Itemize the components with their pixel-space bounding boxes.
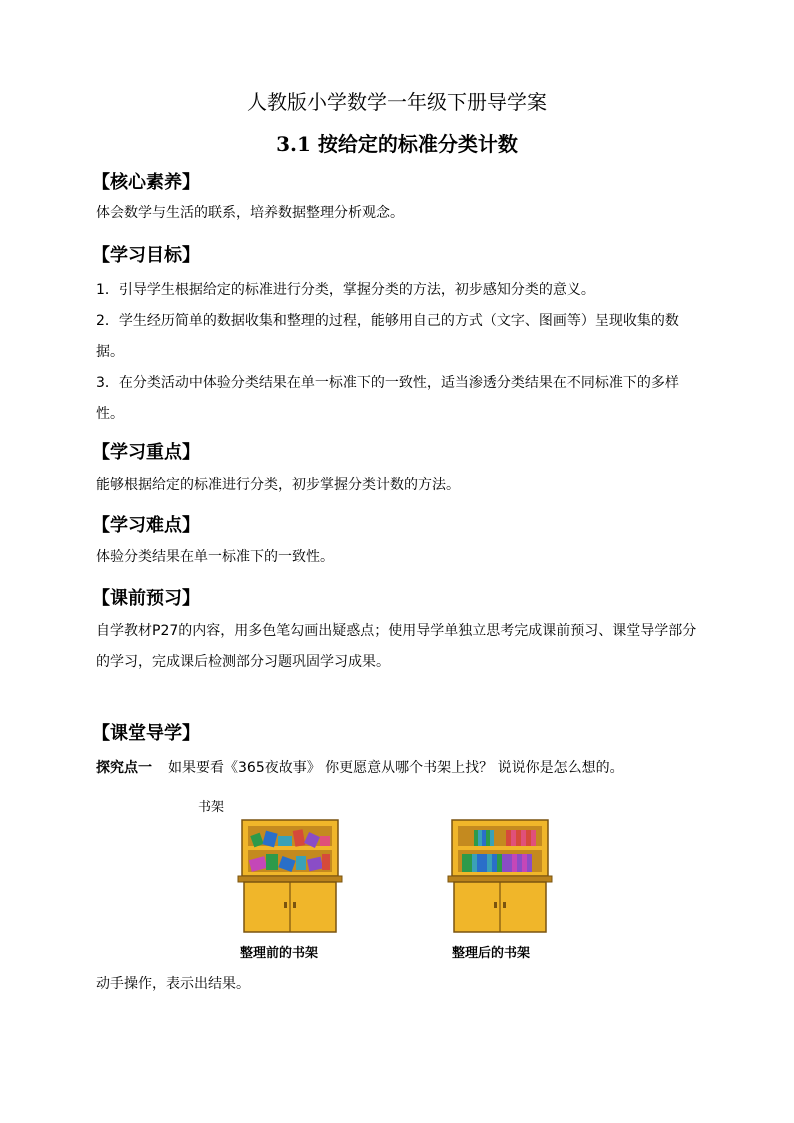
messy-bookshelf-illustration xyxy=(236,818,344,934)
goal-item-3: 3．在分类活动中体验分类结果在单一标准下的一致性，适当渗透分类结果在不同标准下的多样性。 xyxy=(96,375,679,422)
difficult-text: 体验分类结果在单一标准下的一致性。 xyxy=(96,549,334,565)
heading-preview: 【课前预习】 xyxy=(92,588,200,609)
heading-class: 【课堂导学】 xyxy=(92,723,200,744)
preview-text: 自学教材P27的内容，用多色笔勾画出疑惑点；使用导学单独立思考完成课前预习、课堂导学部分的学习，完成课后检测部分习题巩固学习成果。 xyxy=(96,623,697,670)
heading-goals: 【学习目标】 xyxy=(92,245,200,266)
key-text: 能够根据给定的标准进行分类，初步掌握分类计数的方法。 xyxy=(96,477,460,493)
goal-item-1: 1．引导学生根据给定的标准进行分类，掌握分类的方法，初步感知分类的意义。 xyxy=(96,282,595,298)
figure-label: 书架 xyxy=(198,800,225,815)
caption-after: 整理后的书架 xyxy=(452,946,531,961)
tidy-bookshelf-illustration xyxy=(446,818,554,934)
goal-item-2: 2．学生经历简单的数据收集和整理的过程，能够用自己的方式（文字、图画等）呈现收集的数据。 xyxy=(96,313,679,360)
caption-before: 整理前的书架 xyxy=(240,946,319,961)
heading-key: 【学习重点】 xyxy=(92,442,200,463)
heading-core: 【核心素养】 xyxy=(92,172,200,193)
explore-point xyxy=(96,757,624,777)
explore-tag: 探究点一 xyxy=(96,760,152,776)
explore-question: 如果要看《365夜故事》 你更愿意从哪个书架上找？ 说说你是怎么想的。 xyxy=(168,760,624,776)
document-title: 人教版小学数学一年级下册导学案 xyxy=(247,90,547,114)
core-text: 体会数学与生活的联系，培养数据整理分析观念。 xyxy=(96,205,404,221)
heading-difficult: 【学习难点】 xyxy=(92,515,200,536)
activity-text: 动手操作，表示出结果。 xyxy=(96,976,250,992)
lesson-title: 3.1 按给定的标准分类计数 xyxy=(276,132,518,156)
